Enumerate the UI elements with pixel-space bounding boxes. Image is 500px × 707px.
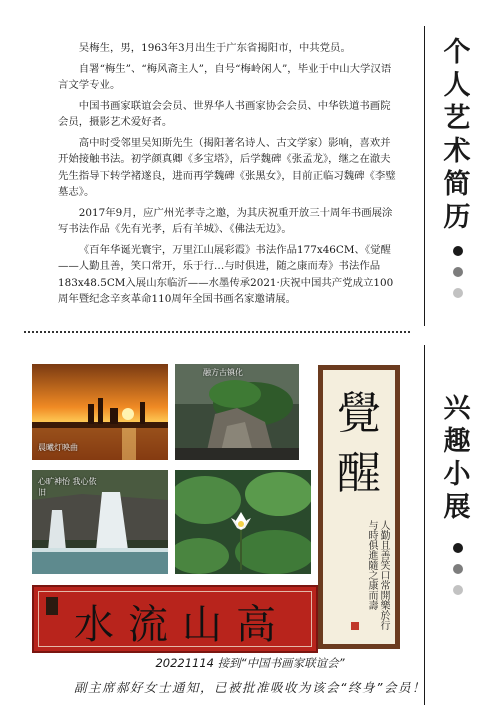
waterfall-photo bbox=[32, 470, 168, 574]
scroll-inscription: 人勤且善笑口常開樂於行与時俱進隨之康而壽 bbox=[366, 520, 389, 630]
section-divider-line bbox=[424, 26, 425, 326]
bonsai-image bbox=[175, 364, 299, 460]
bio-paragraph: 2017年9月，应广州光孝寺之邀，为其庆祝重开放三十周年书画展涂写书法作品《先有光孝，后有羊城》、《佛法无边》。 bbox=[58, 206, 393, 235]
title-char: 艺 bbox=[443, 103, 471, 134]
lotus-image bbox=[175, 470, 311, 574]
title-char: 个 bbox=[443, 37, 471, 68]
calligraphy-scroll bbox=[318, 365, 400, 649]
section-title-gallery bbox=[432, 392, 482, 524]
dot-dark bbox=[453, 543, 463, 553]
scroll-char: 醒 bbox=[337, 448, 381, 499]
photo-caption: 心旷神怡 我心依旧 bbox=[38, 477, 97, 497]
seal-stamp bbox=[351, 622, 359, 630]
title-char: 兴 bbox=[443, 393, 471, 424]
dot-mid bbox=[453, 564, 463, 574]
bio-paragraph: 中国书画家联谊会会员、世界华人书画家协会会员、中华铁道书画院会员，摄影艺术爱好者。 bbox=[58, 99, 391, 128]
title-char: 历 bbox=[443, 202, 471, 233]
decorative-dots bbox=[452, 543, 464, 606]
title-char: 术 bbox=[443, 136, 471, 167]
dot-mid bbox=[453, 267, 463, 277]
dot-light bbox=[453, 585, 463, 595]
section-divider-line bbox=[424, 345, 425, 705]
scroll-paper bbox=[323, 370, 395, 644]
dotted-separator bbox=[24, 331, 410, 333]
title-char: 小 bbox=[443, 459, 471, 490]
banner-calligraphy-text: 水流山高 bbox=[74, 602, 290, 648]
title-char: 趣 bbox=[443, 426, 471, 457]
title-char: 简 bbox=[443, 169, 471, 200]
biography-text bbox=[58, 40, 400, 312]
footer-notice-line2: 副主席郝好女士通知，已被批准吸收为该会“终身”会员！ bbox=[74, 680, 426, 695]
photo-caption: 晨曦灯映曲 bbox=[38, 443, 78, 452]
dot-dark bbox=[453, 246, 463, 256]
bio-paragraph: 吴梅生，男，1963年3月出生于广东省揭阳市，中共党员。 bbox=[78, 42, 351, 54]
scroll-char: 覺 bbox=[337, 388, 381, 439]
photo-caption: 融方古镇化 bbox=[203, 368, 243, 377]
title-char: 人 bbox=[443, 70, 471, 101]
calligraphy-banner bbox=[32, 585, 318, 653]
dot-light bbox=[453, 288, 463, 298]
scroll-main-characters bbox=[323, 384, 395, 504]
bio-paragraph: 自署“梅生”、“梅风斋主人”，自号“梅岭闲人”，毕业于中山大学汉语言文学专业。 bbox=[58, 62, 392, 91]
bonsai-photo bbox=[175, 364, 299, 460]
decorative-dots bbox=[452, 246, 464, 309]
footer-notice-line1: 20221114 接到“中国书画家联谊会” bbox=[155, 656, 345, 670]
bio-paragraph: 高中时受邻里吴知斯先生（揭阳著名诗人、古文学家）影响，喜欢并开始接触书法。初学颜真卿《多宝塔》，后学魏碑《张孟龙》，继之在澈夫先生指导下转学褚遂良，进而再学魏碑《张黑女》，目前正临习魏碑《李璧墓志》。 bbox=[58, 136, 396, 198]
lotus-photo bbox=[175, 470, 311, 574]
title-char: 展 bbox=[443, 492, 471, 523]
scroll-big-text bbox=[323, 384, 395, 504]
bio-paragraph: 《百年华诞光寰宇，万里江山展彩霞》书法作品177x46CM、《觉醒——人勤且善，笑口常开，乐于行…与时俱进，随之康而寿》书法作品183x48.5CM入展山东临沂——水墨传承2021·庆祝中国共产党成立100周年暨纪念辛亥革命110周年全国书画名家邀请展。 bbox=[58, 243, 394, 305]
seal-stamp bbox=[46, 597, 58, 615]
section-title-profile bbox=[432, 36, 482, 234]
sunset-photo bbox=[32, 364, 168, 460]
